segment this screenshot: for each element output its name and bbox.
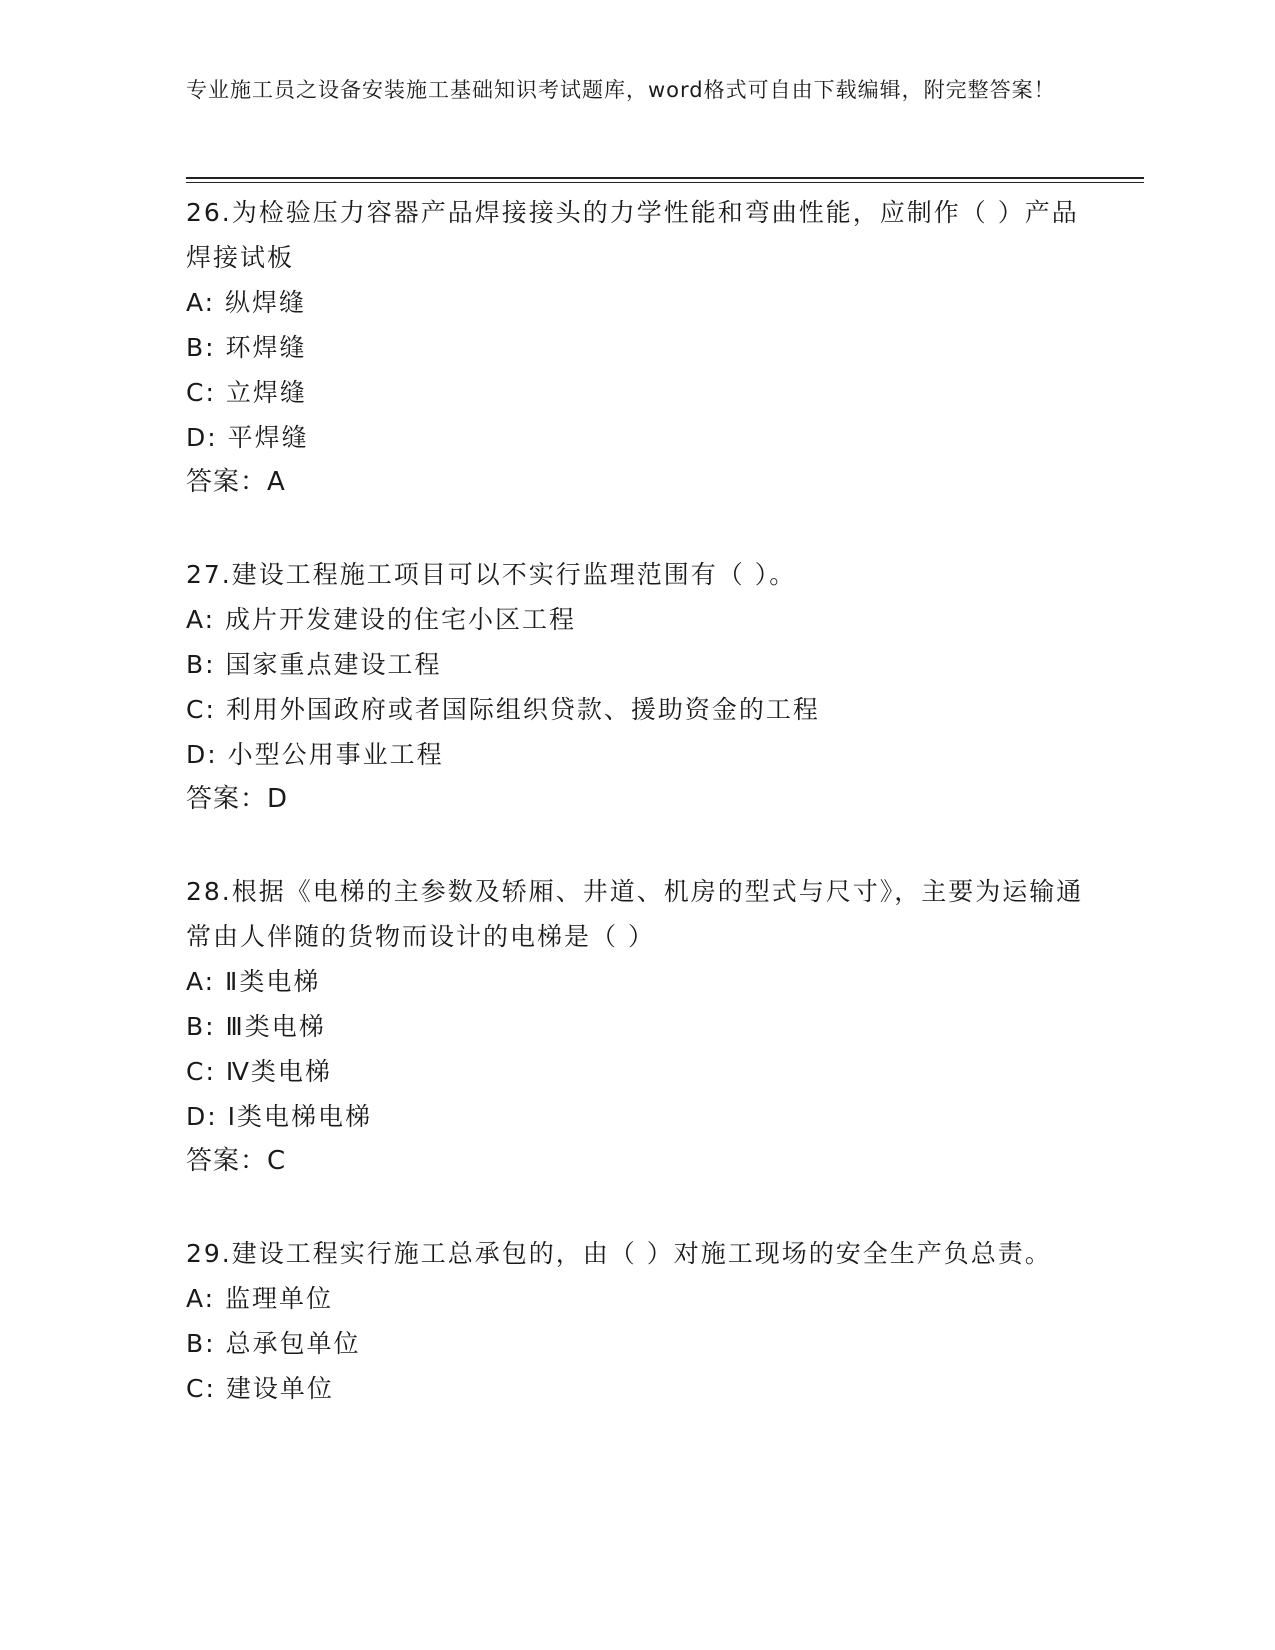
answer-text: 答案：A: [186, 467, 286, 497]
header-divider-thin: [186, 182, 1144, 183]
question-text: 28.根据《电梯的主参数及轿厢、井道、机房的型式与尺寸》，主要为运输通常由人伴随的货物而设计的电梯是（ ）: [186, 877, 1084, 951]
question-28: [186, 869, 1086, 1184]
option-a: A: 成片开发建设的住宅小区工程: [186, 605, 577, 634]
question-text: 26.为检验压力容器产品焊接接头的力学性能和弯曲性能，应制作（ ）产品焊接试板: [186, 198, 1079, 272]
option-b: B: Ⅲ类电梯: [186, 1012, 326, 1041]
document-header: 专业施工员之设备安装施工基础知识考试题库，word格式可自由下载编辑，附完整答案！: [186, 78, 1056, 102]
option-b: B: 国家重点建设工程: [186, 650, 442, 679]
option-b: B: 环焊缝: [186, 333, 307, 362]
question-26: [186, 190, 1086, 505]
option-c: C: 建设单位: [186, 1374, 334, 1403]
question-text: 27.建设工程施工项目可以不实行监理范围有（ ）。: [186, 560, 797, 589]
option-a: A: Ⅱ类电梯: [186, 967, 321, 996]
header-divider: [186, 177, 1144, 179]
option-d: D: Ⅰ类电梯电梯: [186, 1102, 372, 1131]
question-list: [186, 190, 1086, 1458]
option-a: A: 监理单位: [186, 1284, 334, 1313]
question-27: [186, 552, 1086, 822]
option-b: B: 总承包单位: [186, 1329, 361, 1358]
option-c: C: Ⅳ类电梯: [186, 1057, 332, 1086]
option-a: A: 纵焊缝: [186, 288, 307, 317]
option-c: C: 立焊缝: [186, 378, 307, 407]
option-d: D: 小型公用事业工程: [186, 740, 444, 769]
answer-text: 答案：C: [186, 1146, 287, 1176]
option-d: D: 平焊缝: [186, 423, 309, 452]
answer-text: 答案：D: [186, 784, 289, 814]
question-text: 29.建设工程实行施工总承包的，由（ ）对施工现场的安全生产负总责。: [186, 1239, 1052, 1268]
option-c: C: 利用外国政府或者国际组织贷款、援助资金的工程: [186, 695, 820, 724]
question-29: [186, 1231, 1086, 1411]
